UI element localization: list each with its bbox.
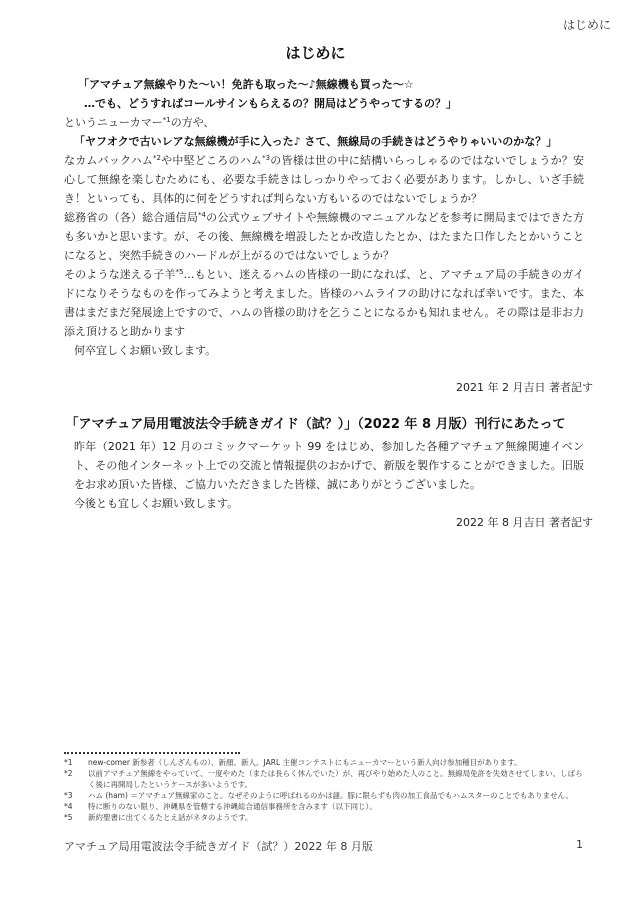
footnote-item	[64, 768, 589, 790]
footnote-ref-4: *4	[198, 211, 206, 219]
newcomer-text-a: というニューカマー	[64, 116, 163, 129]
p1-text-a: なカムバックハム	[64, 154, 154, 167]
quote-line-3: 「ヤフオクで古いレアな無線機が手に入った♪ さて、無線局の手続きはどうやりゃいいのかな？」	[74, 135, 558, 148]
quote-line-2: …でも、どうすればコールサインもらえるの？開局はどうやってするの？」	[84, 97, 458, 110]
footnote-item	[64, 757, 589, 768]
signature-2022: 2022 年 8 月吉日 著者記す	[456, 516, 593, 529]
footnote-ref-2: *2	[153, 154, 161, 162]
footnote-ref-5: *5	[175, 268, 184, 276]
section-2022-body	[64, 437, 584, 513]
intro-paragraph-1	[64, 151, 584, 208]
page-title: はじめに	[285, 44, 346, 62]
intro-section	[64, 75, 584, 360]
section-2022-paragraph-2: 今後とも宜しくお願い致します。	[74, 497, 239, 510]
p1-text-c: の皆様は世の中に結構いらっしゃるのではないでしょうか？安心して無線を楽しむためにも、必要な手続きはしっかりやっておく必要があります。しかし、いざ手続き！といっても、具体的に何をどうすれば判らない方もいるのではないでしょうか？	[64, 154, 585, 205]
intro-closing: 何卒宜しくお願い致します。	[74, 344, 217, 357]
footnote-mark: *5	[64, 813, 73, 822]
footnote-text: 特に断りのない限り、沖縄県を管轄する沖縄総合通信事務所を含みます（以下同じ）。	[88, 802, 377, 811]
intro-paragraph-2	[64, 208, 584, 265]
footnote-text: 新約聖書に出てくるたとえ話がネタのようです。	[88, 813, 253, 822]
footnote-text: ハム (ham) ＝アマチュア無線家のこと。なぜそのように呼ばれるのかは謎。豚に限らずも肉の加工食品でもハムスターのことでもありません。	[88, 791, 573, 800]
footnote-divider	[64, 752, 240, 754]
footer-title: アマチュア局用電波法令手続きガイド（試？）2022 年 8 月版	[64, 840, 373, 853]
p3-text-b: …もとい、迷えるハムの皆様の一助になれば、と、アマチュア局の手続きのガイドになりそうなものを作ってみようと考えました。皆様のハムライフの助けになれば幸いです。また、本書はまだまだ発展途上ですので、ハムの皆様の助けを乞うことになるかも知れません。その際は是非お力添え頂けると助かります	[64, 268, 585, 338]
footnote-mark: *4	[64, 802, 73, 811]
newcomer-text-b: の方や、	[170, 116, 215, 129]
intro-paragraph-3	[64, 265, 584, 341]
footnote-mark: *2	[64, 769, 73, 778]
footnote-text: 以前アマチュア無線をやっていて、一度やめた（または長らく休んでいた）が、再びやり始めた人のこと。無線局免許を失効させてしまい、しばらく後に再開局したというケースが多いようです。	[88, 769, 583, 789]
footnote-text: new-comer 新参者（しんざんもの）、新顔、新人。JARL 主催コンテストにもニューカマーという新人向け参加種目があります。	[88, 758, 522, 767]
footnote-mark: *3	[64, 791, 73, 800]
p2-text-a: 総務省の（各）総合通信局	[64, 211, 199, 224]
footnote-item	[64, 812, 589, 823]
footnote-mark: *1	[64, 758, 73, 767]
newcomer-line	[64, 113, 584, 132]
section-2022-paragraph-1: 昨年（2021 年）12 月のコミックマーケット 99 をはじめ、参加した各種アマチュア無線関連イベント、その他インターネット上での交流と情報提供のおかげで、新版を製作することができました。旧版をお求め頂いた皆様、ご協力いただきました皆様、誠にありがとうございました。	[74, 440, 584, 491]
p3-text-a: そのような迷える子羊	[64, 268, 176, 281]
section-heading-2022: 「アマチュア局用電波法令手続きガイド（試？）」（2022 年 8 月版）刊行にあたって	[65, 417, 566, 432]
running-header: はじめに	[562, 18, 611, 32]
footnote-item	[64, 801, 589, 812]
signature-2021: 2021 年 2 月吉日 著者記す	[456, 381, 593, 394]
p2-text-b: の公式ウェブサイトや無線機のマニュアルなどを参考に開局まではできた方も多いかと思います。が、その後、無線機を増設したとか改造したとか、はたまた口作したとかいうことになると、突然手続きのハードルが上がるのではないでしょうか？	[64, 211, 585, 262]
footnotes	[64, 757, 589, 823]
footnote-item	[64, 790, 589, 801]
page-number: 1	[576, 838, 583, 851]
footnote-ref-1: *1	[162, 116, 171, 124]
p1-text-b: や中堅どころのハム	[161, 154, 263, 167]
quote-line-1: 「アマチュア無線やりた〜い！免許も取った〜♪無線機も買った〜☆	[78, 78, 414, 91]
footnote-ref-3: *3	[262, 154, 271, 162]
